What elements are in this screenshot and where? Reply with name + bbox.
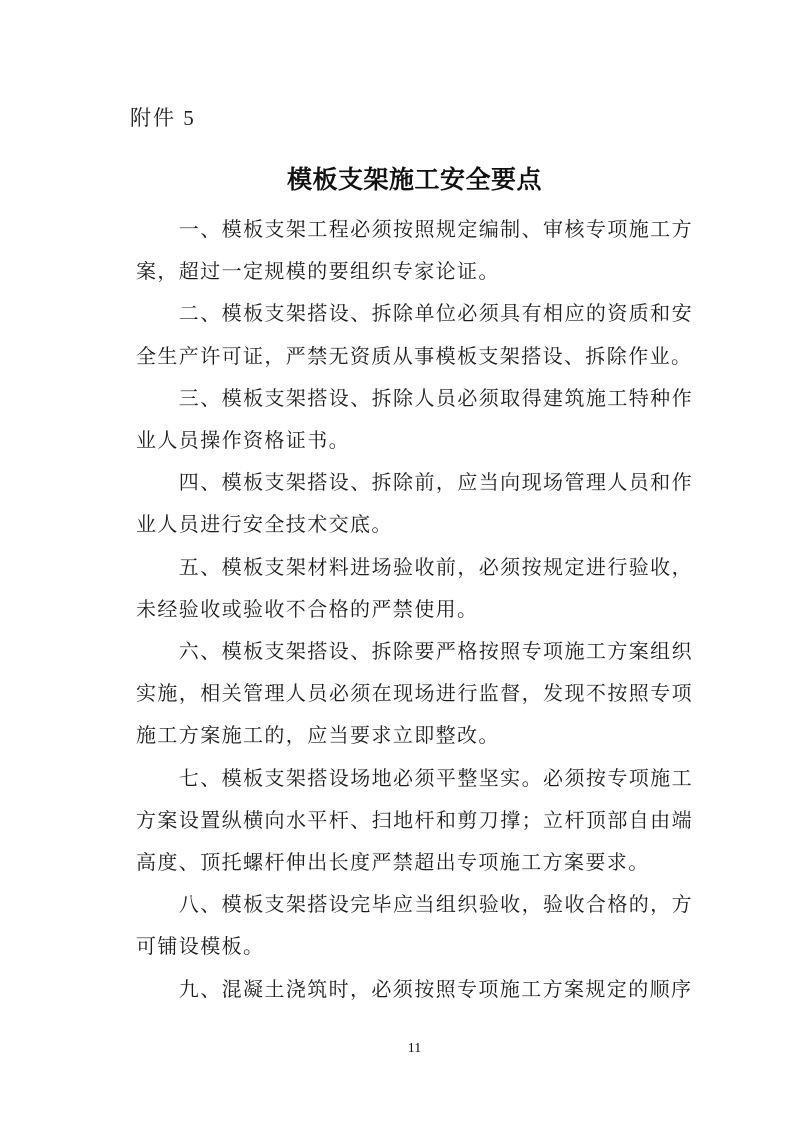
paragraph-7: 七、模板支架搭设场地必须平整坚实。必须按专项施工方案设置纵横向水平杆、扫地杆和剪刀撑；立杆顶部自由端高度、顶托螺杆伸出长度严禁超出专项施工方案要求。 [136, 767, 693, 875]
page-number: 11 [407, 1041, 422, 1056]
paragraph-8: 八、模板支架搭设完毕应当组织验收，验收合格的，方可铺设模板。 [136, 894, 693, 959]
paragraph-6: 六、模板支架搭设、拆除要严格按照专项施工方案组织实施，相关管理人员必须在现场进行监督，发现不按照专项施工方案施工的，应当要求立即整改。 [136, 641, 693, 748]
attachment-label: 附件 5 [130, 106, 196, 130]
paragraph-3: 三、模板支架搭设、拆除人员必须取得建筑施工特种作业人员操作资格证书。 [136, 387, 693, 453]
paragraph-5: 五、模板支架材料进场验收前，必须按规定进行验收，未经验收或验收不合格的严禁使用。 [136, 556, 693, 621]
document-body [136, 209, 693, 1011]
paragraph-9: 九、混凝土浇筑时，必须按照专项施工方案规定的顺序 [178, 978, 693, 1001]
paragraph-4: 四、模板支架搭设、拆除前，应当向现场管理人员和作业人员进行安全技术交底。 [136, 472, 693, 537]
paragraph-1: 一、模板支架工程必须按照规定编制、审核专项施工方案，超过一定规模的要组织专家论证。 [136, 219, 693, 284]
page-title: 模板支架施工安全要点 [286, 166, 542, 194]
paragraph-2: 二、模板支架搭设、拆除单位必须具有相应的资质和安全生产许可证，严禁无资质从事模板支架搭设、拆除作业。 [136, 303, 693, 368]
